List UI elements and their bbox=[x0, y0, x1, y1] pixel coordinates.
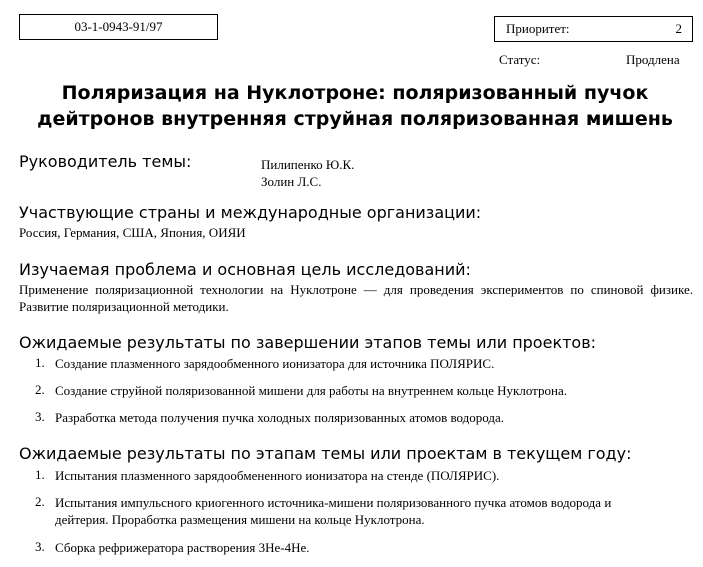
results-current-heading: Ожидаемые результаты по этапам темы или проектам в текущем году: bbox=[19, 444, 632, 463]
item-number: 2. bbox=[35, 382, 45, 397]
leader-name-1: Пилипенко Ю.К. bbox=[261, 157, 355, 172]
topic-code: 03-1-0943-91/97 bbox=[74, 19, 163, 34]
countries-heading: Участвующие страны и международные организации: bbox=[19, 203, 482, 222]
priority-value: 2 bbox=[675, 21, 682, 36]
item-number: 3. bbox=[35, 409, 45, 424]
status-label: Статус: bbox=[499, 52, 541, 67]
title-line-2: дейтронов внутренняя струйная поляризованная мишень bbox=[37, 108, 673, 130]
problem-heading: Изучаемая проблема и основная цель исследований: bbox=[19, 260, 471, 279]
problem-text: Применение поляризационной технологии на Нуклотроне — для проведения экспериментов по спиновой физике. Развитие поляризационной методики. bbox=[19, 282, 693, 314]
item-text: Создание плазменного зарядообменного ионизатора для источника ПОЛЯРИС. bbox=[55, 356, 495, 371]
item-number: 1. bbox=[35, 355, 45, 370]
item-number: 3. bbox=[35, 539, 45, 554]
leader-names bbox=[261, 156, 354, 190]
priority-box bbox=[494, 16, 693, 42]
page-title bbox=[10, 80, 700, 132]
item-text: Создание струйной поляризованной мишени для работы на внутреннем кольце Нуклотрона. bbox=[55, 383, 567, 398]
title-line-1: Поляризация на Нуклотроне: поляризованный пучок bbox=[61, 82, 649, 104]
item-number: 2. bbox=[35, 494, 45, 509]
leader-heading: Руководитель темы: bbox=[19, 152, 192, 171]
item-text: Сборка рефрижератора растворения 3He-4He. bbox=[55, 540, 310, 555]
countries-text: Россия, Германия, США, Япония, ОИЯИ bbox=[19, 225, 246, 240]
item-text: Испытания плазменного зарядообмененного ионизатора на стенде (ПОЛЯРИС). bbox=[55, 468, 500, 483]
topic-code-box bbox=[19, 14, 218, 40]
results-final-heading: Ожидаемые результаты по завершении этапов темы или проектов: bbox=[19, 333, 597, 352]
status-value: Продлена bbox=[626, 52, 680, 67]
item-text: Разработка метода получения пучка холодных поляризованных атомов водорода. bbox=[55, 410, 505, 425]
item-text: Испытания импульсного криогенного источника-мишени поляризованного пучка атомов водорода и дейтерия. Проработка размещения мишени на кольце Нуклотрона. bbox=[55, 495, 612, 527]
item-number: 1. bbox=[35, 467, 45, 482]
priority-label: Приоритет: bbox=[506, 21, 570, 36]
leader-name-2: Золин Л.С. bbox=[261, 174, 322, 189]
